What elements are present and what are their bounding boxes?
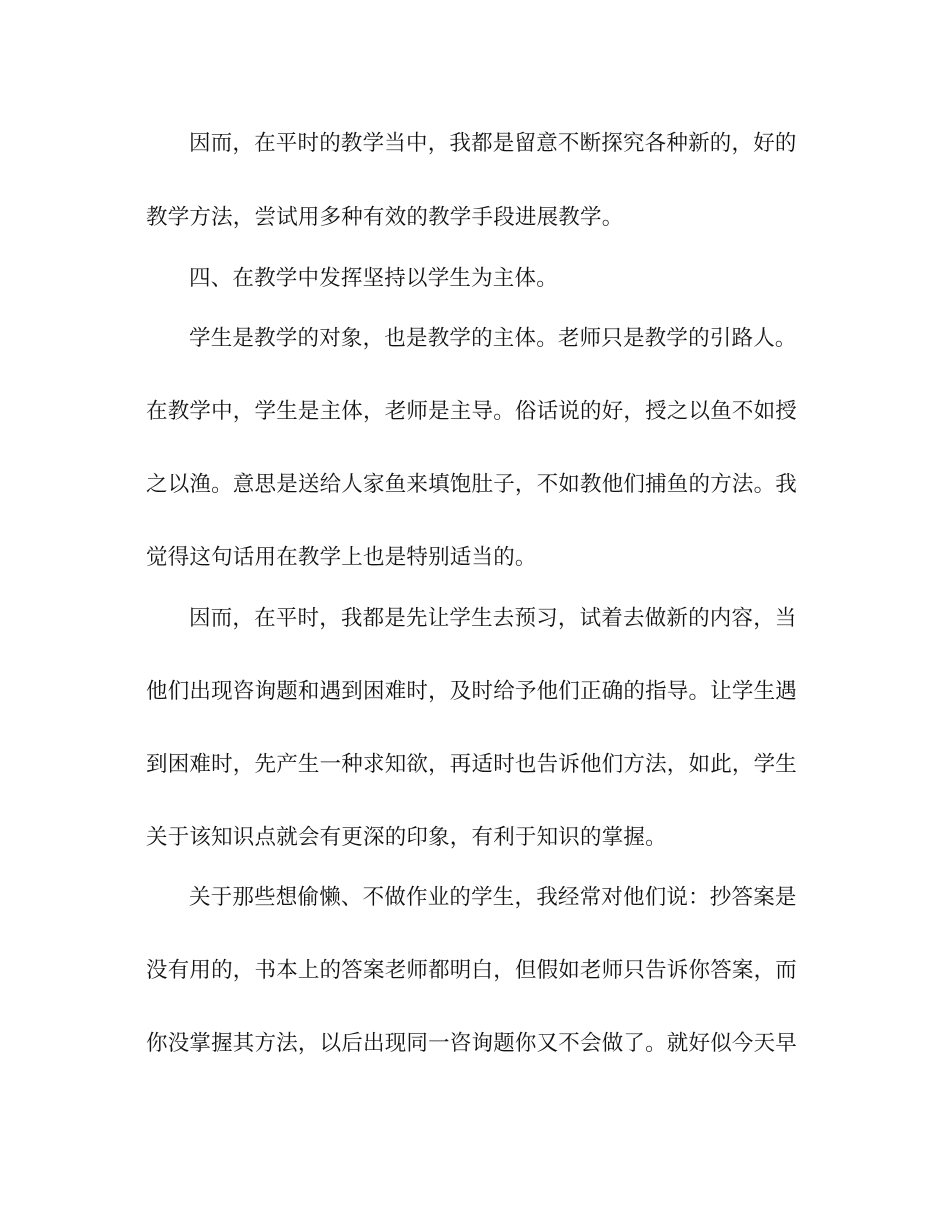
paragraph-line: 因而，在平时的教学当中，我都是留意不断探究各种新的，好的: [189, 131, 797, 156]
paragraph-line: 到困难时，先产生一种求知欲，再适时也告诉他们方法，如此，学生: [146, 752, 798, 777]
paragraph-line: 在教学中，学生是主体，老师是主导。俗话说的好，授之以鱼不如授: [146, 399, 798, 424]
paragraph-line: 你没掌握其方法，以后出现同一咨询题你又不会做了。就好似今天早: [146, 1031, 798, 1056]
paragraph-line: 之以渔。意思是送给人家鱼来填饱肚子，不如教他们捕鱼的方法。我: [146, 472, 798, 497]
section-heading: 四、在教学中发挥坚持以学生为主体。: [189, 266, 558, 291]
paragraph-line: 他们出现咨询题和遇到困难时，及时给予他们正确的指导。让学生遇: [146, 679, 798, 704]
paragraph-line: 关于该知识点就会有更深的印象，有利于知识的掌握。: [146, 825, 667, 850]
paragraph-line: 关于那些想偷懒、不做作业的学生，我经常对他们说：抄答案是: [189, 885, 797, 910]
paragraph-line: 没有用的，书本上的答案老师都明白，但假如老师只告诉你答案，而: [146, 958, 798, 983]
paragraph-line: 因而，在平时，我都是先让学生去预习，试着去做新的内容，当: [189, 606, 797, 631]
paragraph-line: 学生是教学的对象，也是教学的主体。老师只是教学的引路人。: [189, 326, 797, 351]
paragraph-line: 觉得这句话用在教学上也是特别适当的。: [146, 545, 537, 570]
paragraph-line: 教学方法，尝试用多种有效的教学手段进展教学。: [146, 205, 624, 230]
